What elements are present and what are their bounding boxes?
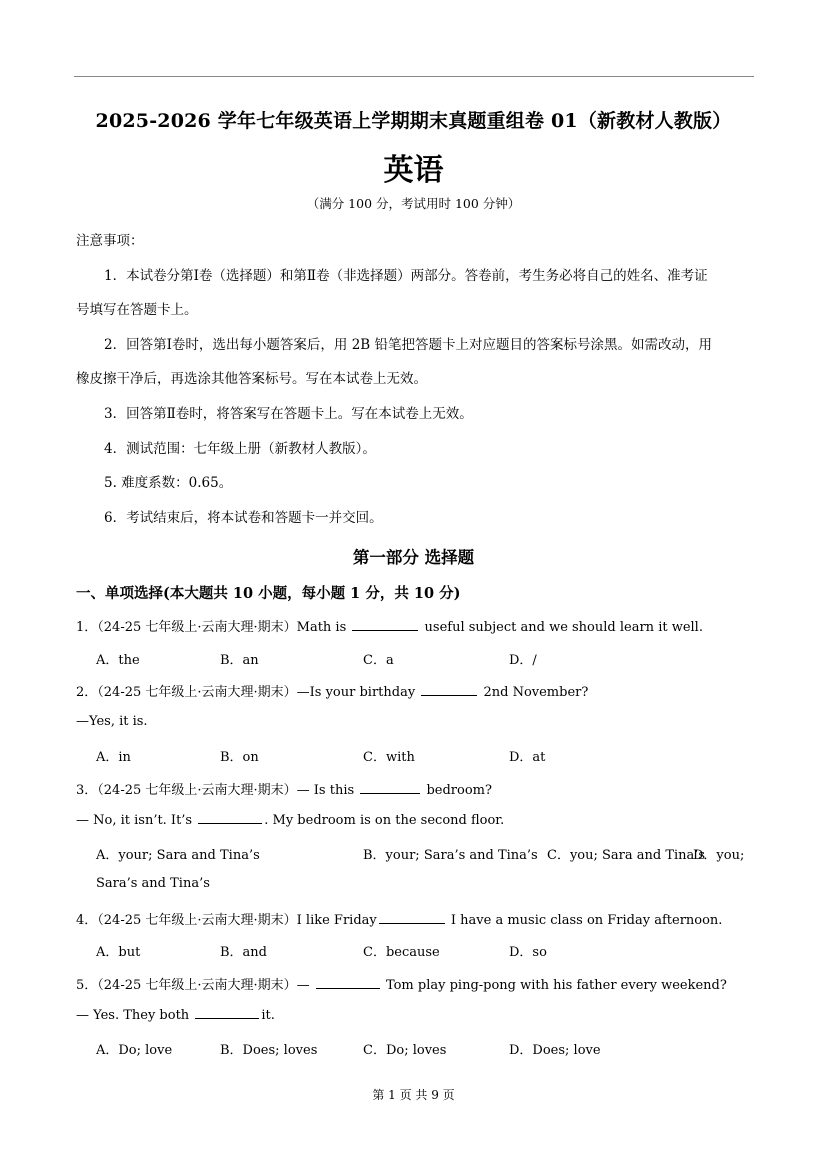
- option: D．Does; love: [509, 1043, 601, 1058]
- answer-line: — No, it isn’t. It’s . My bedroom is on the second floor.: [76, 813, 505, 828]
- option: B．Does; loves: [220, 1043, 318, 1058]
- answer-line: — Yes. They both it.: [76, 1008, 275, 1023]
- option: B．and: [220, 945, 267, 960]
- instruction-line: 1．本试卷分第Ⅰ卷（选择题）和第Ⅱ卷（非选择题）两部分。答卷前，考生务必将自己的姓名、准考证: [104, 268, 708, 284]
- answer-blank: [421, 683, 477, 696]
- answer-line: —Yes, it is.: [76, 714, 148, 729]
- instruction-line: 6．考试结束后，将本试卷和答题卡一并交回。: [104, 510, 383, 526]
- option: C．with: [363, 750, 415, 765]
- option: A．your; Sara and Tina’s: [96, 848, 260, 863]
- section-title: 第一部分 选择题: [352, 548, 475, 567]
- option: C．Do; loves: [363, 1043, 447, 1058]
- exam-title: 2025-2026 学年七年级英语上学期期末真题重组卷 01（新教材人教版）: [95, 110, 732, 132]
- option: A．but: [96, 945, 141, 960]
- instruction-line: 号填写在答题卡上。: [76, 302, 198, 318]
- option: C．you; Sara and Tina’s: [547, 848, 706, 863]
- option: A．in: [96, 750, 131, 765]
- answer-blank: [360, 781, 420, 794]
- option: A．the: [96, 653, 140, 668]
- option: D．at: [509, 750, 546, 765]
- option: B．on: [220, 750, 259, 765]
- option-wrap: Sara’s and Tina’s: [96, 876, 210, 891]
- instruction-line: 4．测试范围：七年级上册（新教材人教版）。: [104, 441, 376, 457]
- option: D．/: [509, 653, 537, 668]
- answer-blank: [379, 911, 445, 924]
- answer-blank: [198, 811, 262, 824]
- instruction-line: 3．回答第Ⅱ卷时，将答案写在答题卡上。写在本试卷上无效。: [104, 406, 473, 422]
- instruction-line: 橡皮擦干净后，再选涂其他答案标号。写在本试卷上无效。: [76, 371, 427, 387]
- exam-info: （满分 100 分，考试用时 100 分钟）: [306, 196, 521, 211]
- part-title: 一、单项选择(本大题共 10 小题，每小题 1 分，共 10 分): [76, 585, 461, 602]
- question-3: 3．（24-25 七年级上·云南大理·期末）— Is this bedroom?: [76, 783, 492, 798]
- instructions-heading: 注意事项：: [76, 233, 144, 249]
- question-4: 4．（24-25 七年级上·云南大理·期末）I like Friday I have a music class on Friday afternoon.: [76, 913, 723, 928]
- page-footer: 第 1 页 共 9 页: [372, 1088, 455, 1102]
- instruction-line: 5. 难度系数：0.65。: [104, 475, 233, 491]
- header-rule: [74, 76, 754, 77]
- option: C．because: [363, 945, 440, 960]
- answer-blank: [352, 618, 418, 631]
- question-5: 5．（24-25 七年级上·云南大理·期末）— Tom play ping-pong with his father every weekend?: [76, 978, 727, 993]
- subject-title: 英语: [383, 153, 444, 188]
- option: D．you;: [693, 848, 745, 863]
- option: B．an: [220, 653, 259, 668]
- option: A．Do; love: [96, 1043, 173, 1058]
- option: C．a: [363, 653, 394, 668]
- answer-blank: [316, 976, 380, 989]
- option: D．so: [509, 945, 547, 960]
- question-1: 1．（24-25 七年级上·云南大理·期末）Math is useful subject and we should learn it well.: [76, 620, 703, 635]
- instruction-line: 2．回答第Ⅰ卷时，选出每小题答案后，用 2B 铅笔把答题卡上对应题目的答案标号涂黑。如需改动，用: [104, 337, 713, 353]
- question-2: 2．（24-25 七年级上·云南大理·期末）—Is your birthday 2nd November?: [76, 685, 589, 700]
- option: B．your; Sara’s and Tina’s: [363, 848, 538, 863]
- answer-blank: [195, 1006, 259, 1019]
